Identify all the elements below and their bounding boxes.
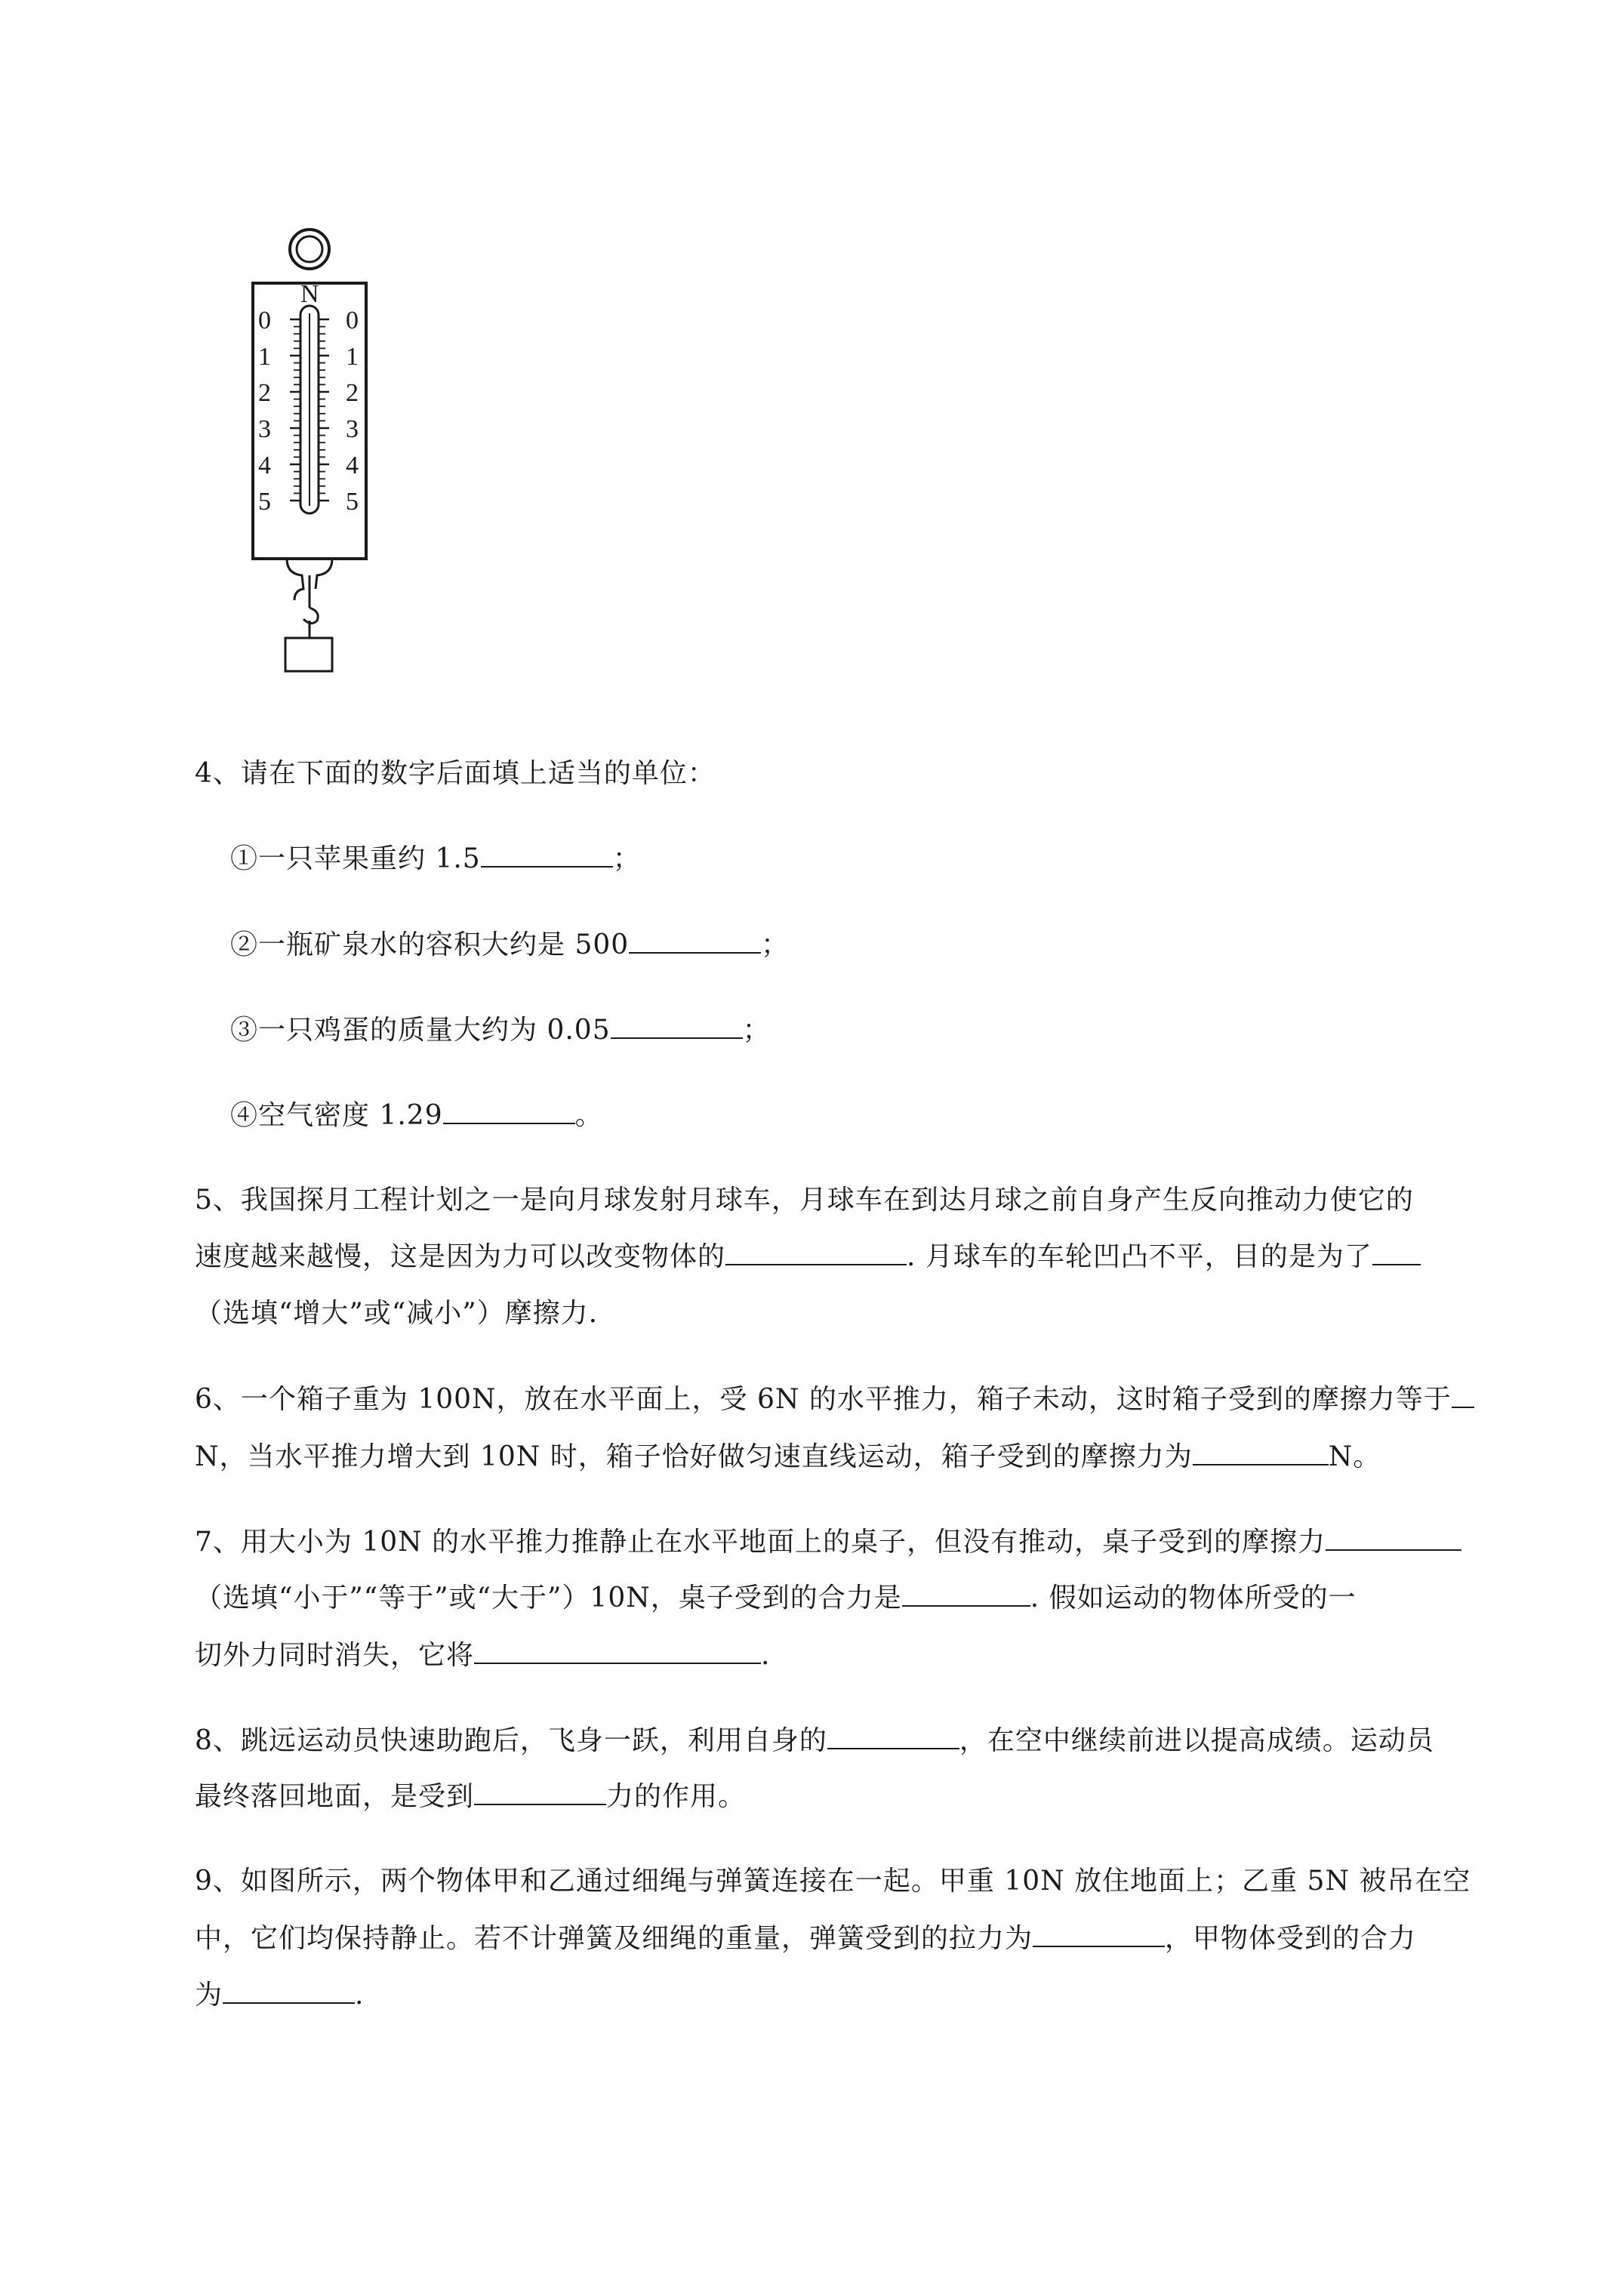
answer-blank[interactable] (474, 1638, 761, 1664)
q4-item-text: ②一瓶矿泉水的容积大约是 500 (230, 929, 630, 960)
q7-text: 7、用大小为 10N 的水平推力推静止在水平地面上的桌子，但没有推动，桌子受到的摩擦力 (195, 1527, 1326, 1558)
answer-blank[interactable] (443, 1099, 575, 1124)
hanging-weight (285, 638, 332, 671)
q6-line-1 (195, 1382, 1474, 1416)
q8-line-2 (195, 1780, 746, 1814)
hook (303, 608, 318, 624)
answer-blank[interactable] (223, 1978, 355, 2004)
q4-item-text: ③一只鸡蛋的质量大约为 0.05 (230, 1015, 611, 1046)
answer-blank[interactable] (474, 1780, 606, 1805)
tick-label-right: 4 (346, 451, 359, 479)
answer-blank[interactable] (1193, 1440, 1329, 1465)
answer-blank[interactable] (827, 1724, 959, 1749)
answer-blank[interactable] (1372, 1240, 1421, 1265)
tick-label-right: 0 (346, 307, 359, 334)
q6-text: N，当水平推力增大到 10N 时，箱子恰好做匀速直线运动，箱子受到的摩擦力为 (195, 1441, 1193, 1472)
q4-item-punct: ； (742, 1015, 771, 1046)
tick-label-right: 5 (346, 488, 359, 516)
q9-text: ，甲物体受到的合力 (1165, 1923, 1417, 1954)
q8-text: 力的作用。 (606, 1781, 747, 1812)
unit-label: N (300, 280, 319, 308)
q4-item-punct: 。 (574, 1100, 603, 1131)
q4-item-4 (230, 1099, 603, 1133)
q4-item-text: ①一只苹果重约 1.5 (230, 843, 481, 874)
q9-text: 中，它们均保持静止。若不计弹簧及细绳的重量，弹簧受到的拉力为 (195, 1923, 1033, 1954)
q8-text: ，在空中继续前进以提高成绩。运动员 (959, 1725, 1434, 1756)
tick-label-left: 2 (258, 379, 271, 407)
q7-line-3 (195, 1638, 770, 1672)
q6-text: N。 (1328, 1441, 1381, 1472)
ring-inner (297, 236, 322, 262)
q9-line-2 (195, 1922, 1416, 1955)
q4-item-punct: ； (761, 929, 790, 960)
q4-item-punct: ； (612, 843, 641, 874)
q9-text: . (355, 1980, 365, 2011)
q9-line-3 (195, 1978, 364, 2012)
q4-item-3 (230, 1013, 771, 1047)
answer-blank[interactable] (611, 1013, 743, 1039)
answer-blank[interactable] (629, 928, 761, 954)
hook-connector-right (316, 559, 332, 589)
q7-text: （选填“小于”“等于”或“大于”）10N，桌子受到的合力是 (195, 1583, 902, 1613)
q8-text: 8、跳远运动员快速助跑后，飞身一跃，利用自身的 (195, 1725, 827, 1756)
q9-line-1: 9、如图所示，两个物体甲和乙通过细绳与弹簧连接在一起。甲重 10N 放住地面上；乙重 5N 被吊在空 (195, 1866, 1471, 1897)
q6-line-2 (195, 1440, 1381, 1474)
q4-item-1 (230, 842, 641, 876)
spring-scale-diagram (242, 219, 393, 687)
q7-line-2 (195, 1581, 1357, 1615)
q5-text: . 月球车的车轮凹凸不平，目的是为了 (907, 1241, 1372, 1272)
q4-item-text: ④空气密度 1.29 (230, 1100, 443, 1131)
q5-line-3: （选填“增大”或“减小”）摩擦力. (195, 1298, 599, 1329)
hook-connector (287, 559, 303, 600)
tick-label-left: 5 (258, 488, 271, 516)
q7-text: 切外力同时消失，它将 (195, 1640, 475, 1671)
answer-blank[interactable] (725, 1240, 907, 1265)
q7-text: . (761, 1640, 771, 1671)
answer-blank[interactable] (902, 1581, 1030, 1607)
tick-label-right: 3 (346, 415, 359, 443)
answer-blank[interactable] (1033, 1922, 1165, 1947)
answer-blank[interactable] (481, 842, 613, 868)
q7-line-1 (195, 1525, 1461, 1559)
tick-label-left: 3 (258, 415, 271, 443)
tick-label-left: 0 (258, 307, 271, 334)
q7-text: . 假如运动的物体所受的一 (1030, 1583, 1357, 1613)
q4-title: 4、请在下面的数字后面填上适当的单位： (195, 758, 716, 789)
q4-item-2 (230, 928, 789, 962)
q5-line-1: 5、我国探月工程计划之一是向月球发射月球车，月球车在到达月球之前自身产生反向推动力使它的 (195, 1185, 1414, 1216)
q8-text: 最终落回地面，是受到 (195, 1781, 475, 1812)
tick-label-right: 2 (346, 379, 359, 407)
q9-text: 为 (195, 1980, 223, 2011)
q5-line-2 (195, 1240, 1421, 1274)
tick-label-right: 1 (346, 343, 359, 371)
q6-text: 6、一个箱子重为 100N，放在水平面上，受 6N 的水平推力，箱子未动，这时箱子受到的摩擦力等于 (195, 1384, 1452, 1415)
q8-line-1 (195, 1724, 1434, 1758)
q5-text: 速度越来越慢，这是因为力可以改变物体的 (195, 1241, 726, 1272)
answer-blank[interactable] (1452, 1382, 1474, 1408)
spring-scale-figure (242, 219, 393, 687)
tick-label-left: 4 (258, 451, 271, 479)
answer-blank[interactable] (1326, 1525, 1461, 1551)
tick-label-left: 1 (258, 343, 271, 371)
